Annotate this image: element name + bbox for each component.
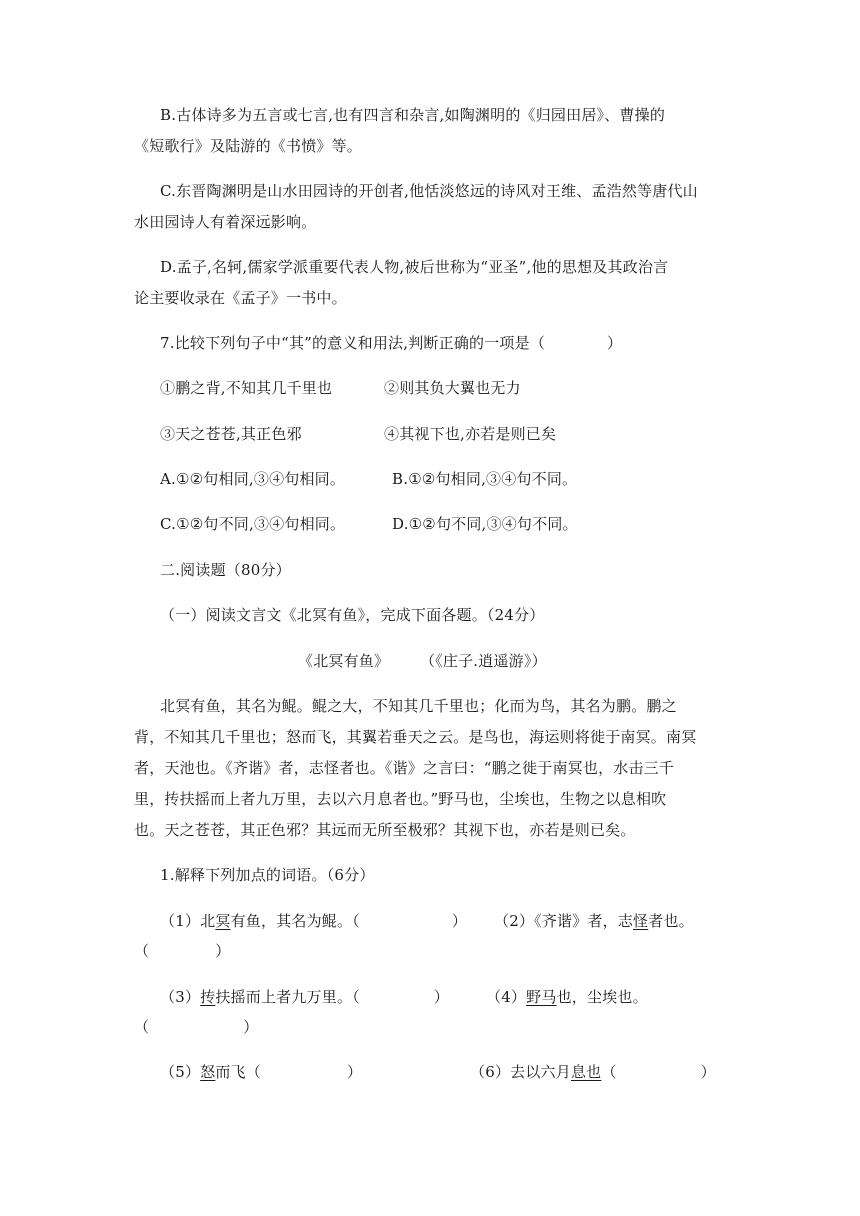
section-2-heading: 二.阅读题（80分） xyxy=(160,561,291,579)
q1-item-2-open: （ xyxy=(134,942,150,960)
q1-item-5 xyxy=(160,1062,362,1082)
q1-item-6-prefix: （6）去以六月 xyxy=(470,1063,571,1081)
option-d-line-1: D.孟子,名轲,儒家学派重要代表人物,被后世称为“亚圣”,他的思想及其政治言 xyxy=(160,258,669,276)
option-c-line-1: C.东晋陶渊明是山水田园诗的开创者,他恬淡悠远的诗风对王维、孟浩然等唐代山 xyxy=(160,182,698,200)
option-b-line-1: B.古体诗多为五言或七言,也有四言和杂言,如陶渊明的《归园田居》、曹操的 xyxy=(160,106,666,124)
q1-stem: 1.解释下列加点的词语。（6分） xyxy=(160,866,375,884)
q1-item-4-close: ） xyxy=(243,1018,259,1036)
q1-item-3-suffix: 扶摇而上者九万里。（ xyxy=(215,988,360,1006)
q1-item-4-answer-line xyxy=(134,1017,258,1037)
q1-item-4-target-word: 野马 xyxy=(526,988,557,1006)
q1-item-5-suffix: 而飞（ xyxy=(215,1063,261,1081)
q1-item-1 xyxy=(160,911,467,931)
q1-item-5-close: ） xyxy=(346,1063,363,1081)
q7-stem-close: ） xyxy=(607,334,623,352)
q7-sentence-4: ④其视下也,亦若是则已矣 xyxy=(384,425,557,443)
passage-line-4: 里，抟扶摇而上者九万里，去以六月息者也。”野马也，尘埃也，生物之以息相吹 xyxy=(134,790,667,808)
q1-item-3-prefix: （3） xyxy=(160,988,201,1006)
q1-item-6-target-word: 息也 xyxy=(570,1063,602,1081)
q1-item-2 xyxy=(494,911,694,931)
q1-item-3 xyxy=(160,987,449,1007)
passage-line-5: 也。天之苍苍，其正色邪？其远而无所至极邪？其视下也，亦若是则已矣。 xyxy=(134,821,636,839)
q1-item-1-prefix: （1）北 xyxy=(160,912,216,930)
passage-line-2: 背，不知其几千里也；怒而飞，其翼若垂天之云。是鸟也，海运则将徙于南冥。南冥 xyxy=(134,728,697,746)
q1-item-6-suffix: （ xyxy=(601,1063,617,1081)
option-b-line-2: 《短歌行》及陆游的《书愤》等。 xyxy=(134,137,363,155)
q7-option-d: D.①②句不同,③④句不同。 xyxy=(392,515,578,533)
q1-item-1-close: ） xyxy=(451,912,468,930)
passage-line-3: 者，天池也。《齐谐》者，志怪者也。《谐》之言曰：“鹏之徙于南冥也，水击三千 xyxy=(134,759,675,777)
passage-line-1: 北冥有鱼，其名为鲲。鲲之大，不知其几千里也；化而为鸟，其名为鹏。鹏之 xyxy=(160,697,677,715)
q1-item-2-close: ） xyxy=(215,942,231,960)
q7-option-c: C.①②句不同,③④句相同。 xyxy=(160,515,346,533)
q7-sentence-1: ①鹏之背,不知其几千里也 xyxy=(160,379,333,397)
q7-option-b: B.①②句相同,③④句不同。 xyxy=(392,470,578,488)
option-c-line-2: 水田园诗人有着深远影响。 xyxy=(134,213,317,231)
q1-item-2-prefix: （2）《齐谐》者，志 xyxy=(494,912,634,930)
passage-title: 《北冥有鱼》 xyxy=(298,652,390,670)
section-2-subheading: （一）阅读文言文《北冥有鱼》，完成下面各题。（24分） xyxy=(160,606,545,624)
q1-item-1-target-word: 冥 xyxy=(215,912,231,930)
q1-item-4-suffix: 也，尘埃也。 xyxy=(556,988,648,1006)
q1-item-6-close: ） xyxy=(700,1063,716,1081)
q1-item-2-target-word: 怪 xyxy=(633,912,649,930)
q1-item-3-target-word: 抟 xyxy=(200,988,216,1006)
option-d-line-2: 论主要收录在《孟子》一书中。 xyxy=(134,289,347,307)
q1-item-2-answer-line xyxy=(134,941,230,961)
q1-item-4-prefix: （4） xyxy=(486,988,527,1006)
passage-source: （《庄子.逍遥游》） xyxy=(420,652,547,670)
q1-item-6 xyxy=(470,1062,716,1082)
q1-item-4-open: （ xyxy=(134,1018,150,1036)
q7-sentence-2: ②则其负大翼也无力 xyxy=(384,379,521,397)
q7-sentence-3: ③天之苍苍,其正色邪 xyxy=(160,425,302,443)
q1-item-3-close: ） xyxy=(433,988,450,1006)
q7-stem-text: 7.比较下列句子中“其”的意义和用法,判断正确的一项是（ xyxy=(160,334,546,352)
q7-stem xyxy=(160,333,622,353)
q7-option-a: A.①②句相同,③④句相同。 xyxy=(160,470,346,488)
q1-item-1-suffix: 有鱼，其名为鲲。（ xyxy=(230,912,360,930)
q1-item-5-prefix: （5） xyxy=(160,1063,201,1081)
q1-item-4 xyxy=(486,987,648,1007)
q1-item-2-suffix: 者也。 xyxy=(648,912,694,930)
q1-item-5-target-word: 怒 xyxy=(200,1063,216,1081)
